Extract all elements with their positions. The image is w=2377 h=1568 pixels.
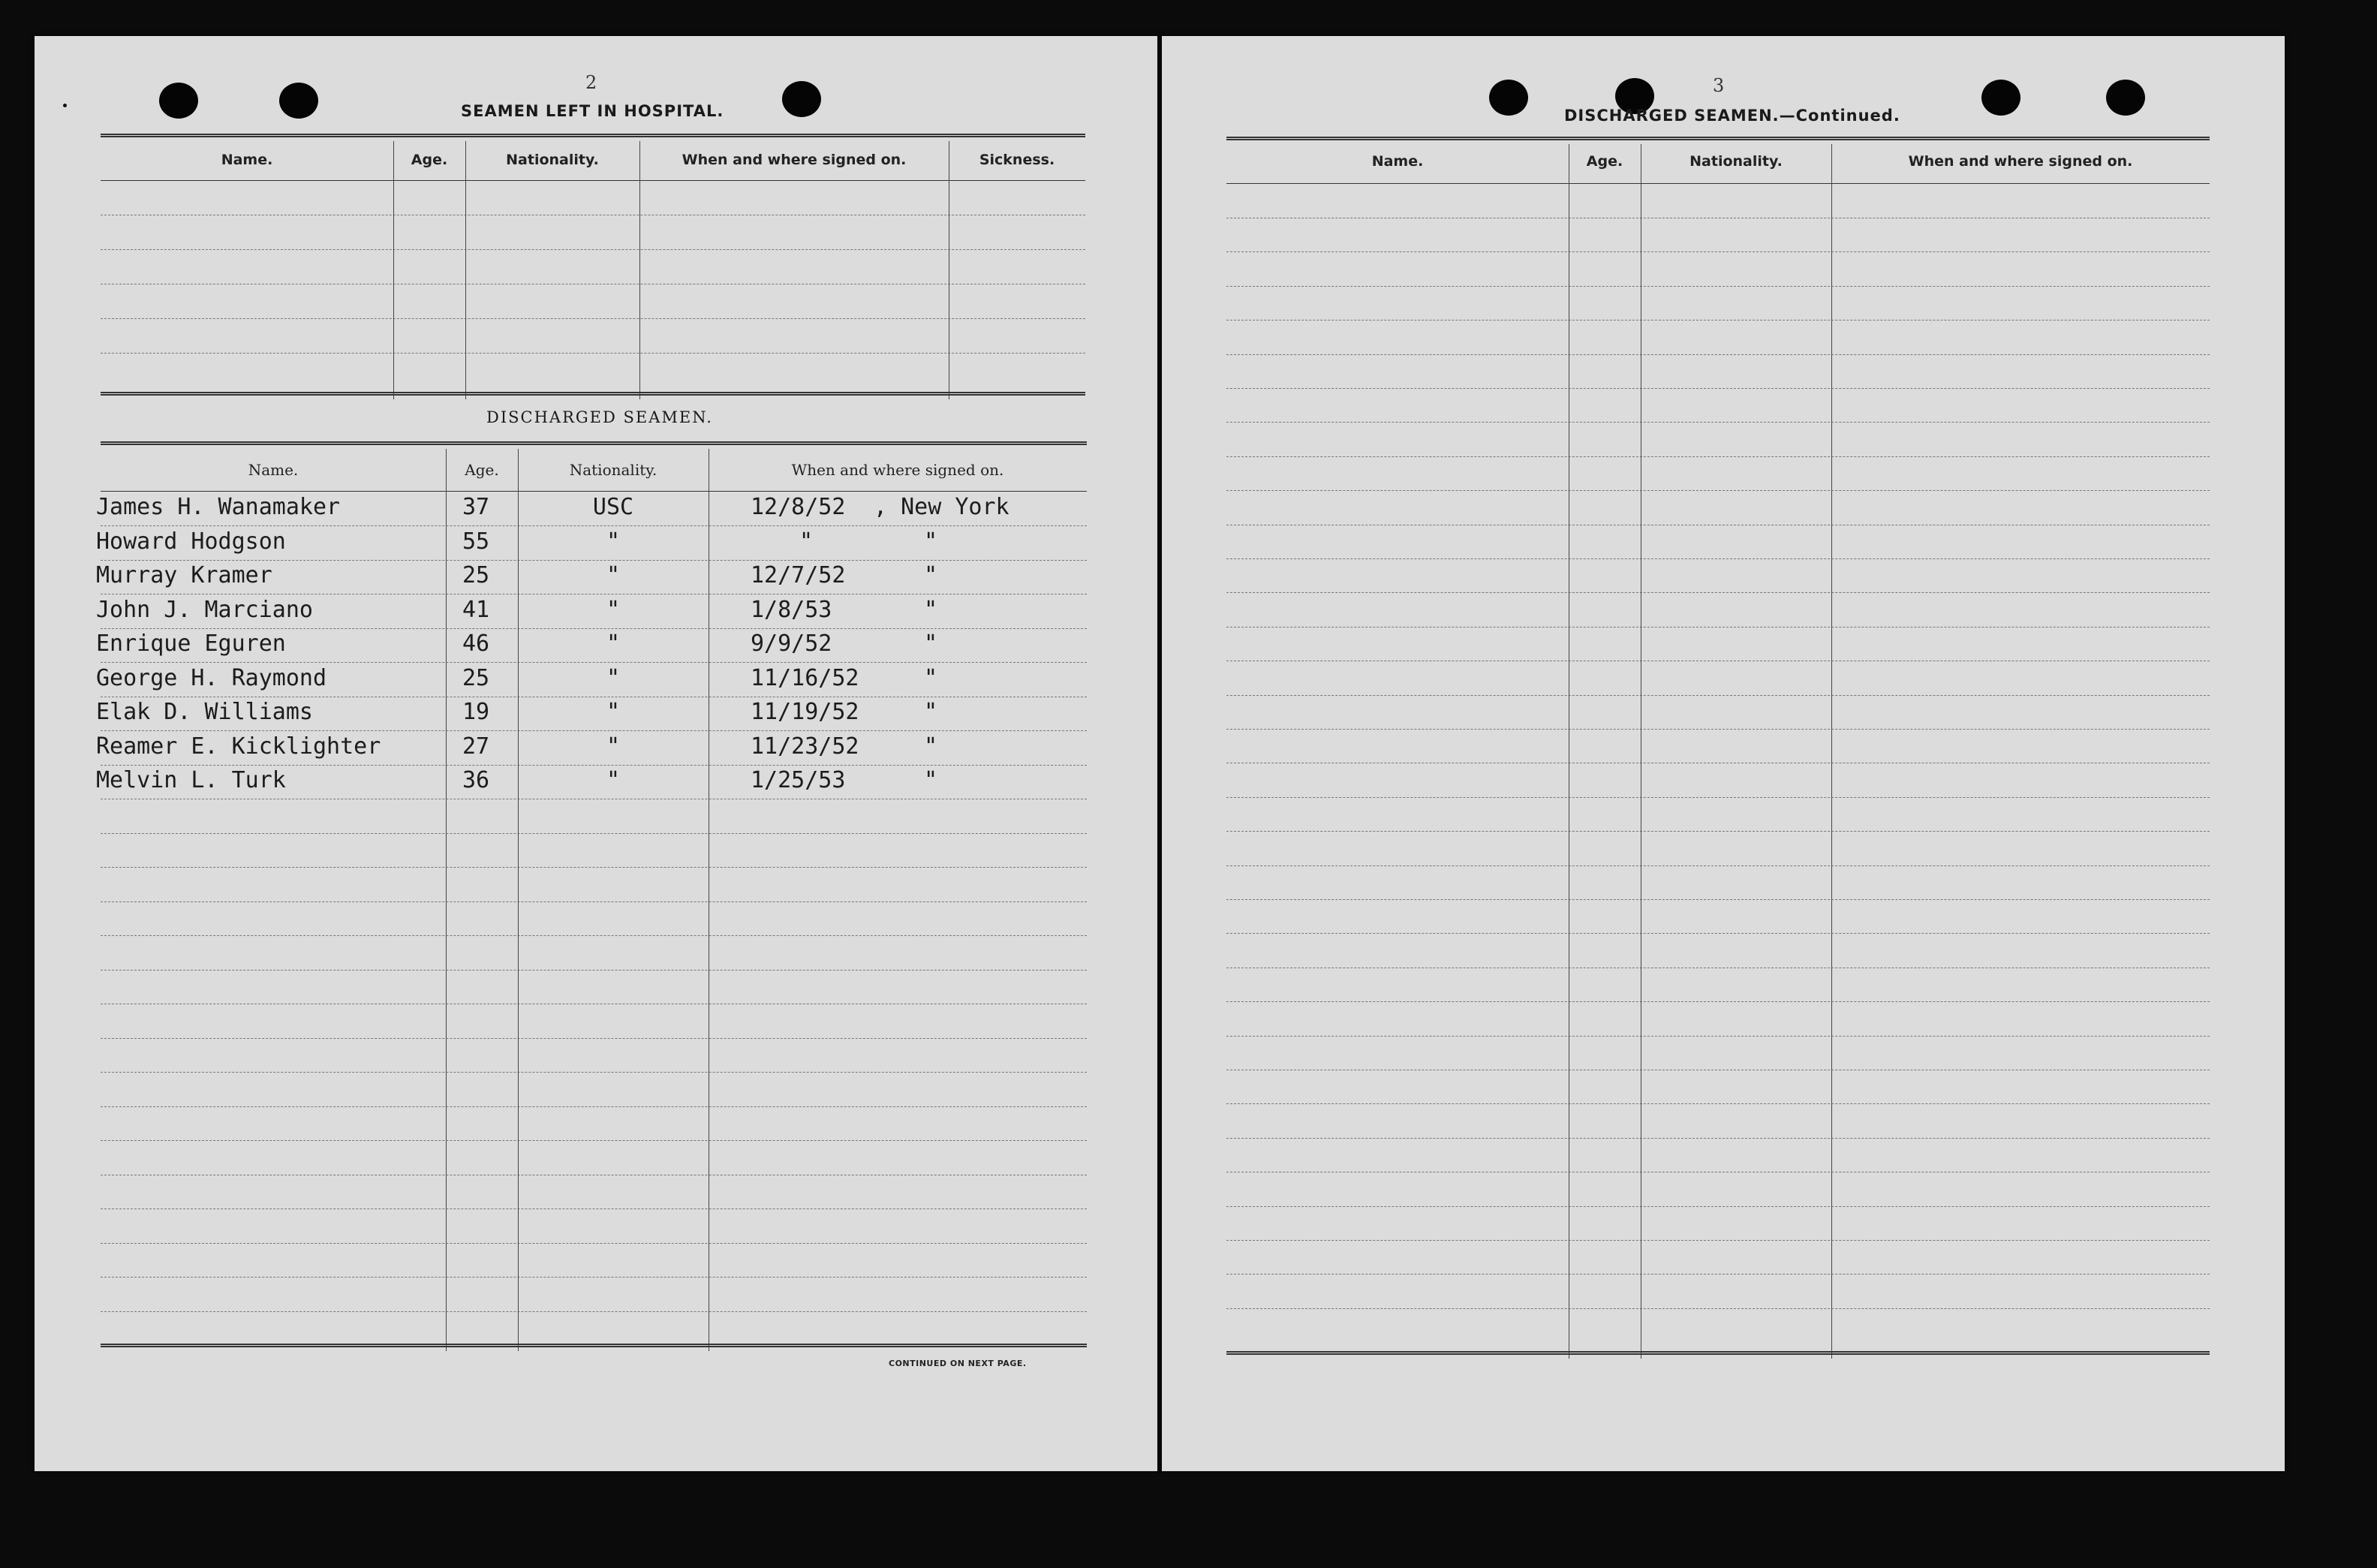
row-date: 1/8/53 — [751, 596, 832, 623]
table-row-rule — [1226, 831, 2210, 832]
table-row-rule — [1226, 286, 2210, 287]
row-age: 27 — [462, 733, 490, 760]
table-row-rule — [101, 1277, 1087, 1278]
table-row-rule — [1226, 627, 2210, 628]
discharged-continued-title: DISCHARGED SEAMEN.—Continued. — [1564, 107, 1900, 125]
row-name: Reamer E. Kicklighter — [96, 733, 381, 760]
col-header-nationality: Nationality. — [569, 461, 657, 479]
punch-hole — [1981, 80, 2020, 116]
table-row-rule — [1226, 1001, 2210, 1002]
table-row-rule — [101, 901, 1087, 902]
row-nationality: " — [606, 664, 621, 691]
row-age: 55 — [462, 528, 490, 555]
row-age: 25 — [462, 562, 490, 588]
punch-hole — [2106, 80, 2145, 116]
row-place: " — [923, 631, 938, 657]
punch-hole — [782, 81, 821, 117]
row-nationality: " — [606, 562, 621, 588]
table-row-rule — [101, 1208, 1087, 1209]
row-date: " — [799, 528, 814, 555]
row-place: " — [923, 528, 938, 555]
col-header-signed-on: When and where signed on. — [682, 152, 907, 168]
row-age: 41 — [462, 596, 490, 623]
row-name: George H. Raymond — [96, 664, 327, 691]
table-row-rule — [1226, 1103, 2210, 1104]
row-nationality: " — [606, 699, 621, 725]
col-header-name: Name. — [1371, 153, 1424, 170]
row-nationality: " — [606, 596, 621, 623]
row-age: 25 — [462, 664, 490, 691]
table-row-rule — [1226, 1240, 2210, 1241]
table-row-rule — [1226, 592, 2210, 593]
table-row-rule — [1226, 1206, 2210, 1207]
table-row-rule — [101, 628, 1087, 629]
table-row-rule — [101, 1243, 1087, 1244]
right-page — [1162, 36, 2285, 1471]
table-row-rule — [1226, 354, 2210, 355]
table-row-rule — [101, 935, 1087, 936]
row-age: 37 — [462, 494, 490, 520]
row-date: 11/16/52 — [751, 664, 859, 691]
table-row-rule — [1226, 388, 2210, 389]
table-row-rule — [1226, 865, 2210, 866]
col-header-age: Age. — [465, 461, 499, 479]
table-row-rule — [101, 1106, 1087, 1107]
row-date: 12/7/52 — [751, 562, 846, 588]
row-date: 1/25/53 — [751, 767, 846, 793]
table-row-rule — [1226, 490, 2210, 491]
row-name: Howard Hodgson — [96, 528, 286, 555]
table-row-rule — [101, 867, 1087, 868]
table-row-rule — [1226, 558, 2210, 559]
col-header-signed-on: When and where signed on. — [791, 461, 1004, 479]
row-age: 19 — [462, 699, 490, 725]
table-row-rule — [1226, 1308, 2210, 1309]
row-nationality: " — [606, 767, 621, 793]
row-nationality: " — [606, 631, 621, 657]
table-row-rule — [101, 560, 1087, 561]
table-row-rule — [1226, 1138, 2210, 1139]
row-name: Enrique Eguren — [96, 631, 286, 657]
row-place: , New York — [874, 494, 1009, 520]
table-row-rule — [101, 662, 1087, 663]
col-header-sickness: Sickness. — [979, 152, 1055, 168]
row-name: John J. Marciano — [96, 596, 313, 623]
row-name: Murray Kramer — [96, 562, 272, 588]
row-place: " — [923, 733, 938, 760]
row-nationality: " — [606, 528, 621, 555]
table-row-rule — [101, 765, 1087, 766]
table-row-rule — [101, 970, 1087, 971]
table-row-rule — [1226, 933, 2210, 934]
row-nationality: " — [606, 733, 621, 760]
continued-note: CONTINUED ON NEXT PAGE. — [889, 1359, 1027, 1368]
table-row-rule — [1226, 422, 2210, 423]
row-nationality: USC — [592, 494, 634, 520]
page-number: 2 — [585, 72, 597, 93]
row-place: " — [923, 562, 938, 588]
row-name: Melvin L. Turk — [96, 767, 286, 793]
punch-hole — [159, 83, 198, 119]
row-date: 11/23/52 — [751, 733, 859, 760]
row-place: " — [923, 699, 938, 725]
punch-hole — [1489, 80, 1528, 116]
hospital-section-title: SEAMEN LEFT IN HOSPITAL. — [461, 102, 724, 120]
row-date: 11/19/52 — [751, 699, 859, 725]
left-page — [35, 36, 1157, 1471]
col-header-signed-on: When and where signed on. — [1908, 153, 2133, 170]
row-date: 9/9/52 — [751, 631, 832, 657]
table-row-rule — [1226, 1036, 2210, 1037]
table-row-rule — [1226, 1274, 2210, 1275]
discharged-continued-table — [1226, 137, 2210, 1398]
table-row-rule — [101, 1311, 1087, 1312]
table-row-rule — [101, 1072, 1087, 1073]
table-row-rule — [101, 1140, 1087, 1141]
table-row-rule — [1226, 456, 2210, 457]
table-row-rule — [1226, 251, 2210, 252]
row-place: " — [923, 596, 938, 623]
table-row-rule — [1226, 797, 2210, 798]
table-row-rule — [101, 833, 1087, 834]
row-place: " — [923, 767, 938, 793]
table-row-rule — [101, 1038, 1087, 1039]
table-row-rule — [1226, 695, 2210, 696]
row-place: " — [923, 664, 938, 691]
col-header-nationality: Nationality. — [506, 152, 599, 168]
row-name: Elak D. Williams — [96, 699, 313, 725]
col-header-name: Name. — [248, 461, 299, 479]
col-header-nationality: Nationality. — [1689, 153, 1783, 170]
speck — [63, 104, 67, 107]
table-row-rule — [1226, 899, 2210, 900]
row-date: 12/8/52 — [751, 494, 846, 520]
col-header-age: Age. — [411, 152, 448, 168]
punch-hole — [279, 83, 318, 119]
table-row-rule — [101, 730, 1087, 731]
table-row-rule — [1226, 729, 2210, 730]
row-name: James H. Wanamaker — [96, 494, 341, 520]
col-header-name: Name. — [221, 152, 273, 168]
hospital-table — [101, 134, 1085, 434]
col-header-age: Age. — [1586, 153, 1623, 170]
discharged-table — [96, 441, 1087, 1357]
page-number: 3 — [1713, 75, 1725, 96]
discharged-section-title: DISCHARGED SEAMEN. — [486, 408, 713, 426]
table-row-rule — [101, 525, 1087, 526]
table-row-rule — [1226, 320, 2210, 321]
row-age: 46 — [462, 631, 490, 657]
row-age: 36 — [462, 767, 490, 793]
